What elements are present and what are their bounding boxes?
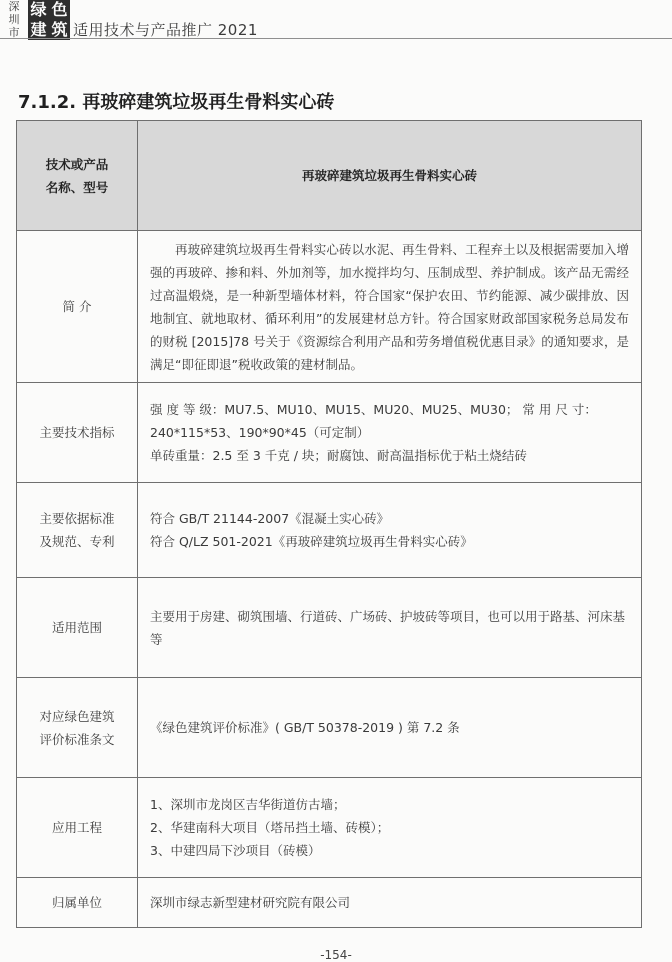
green-label-line-1: 对应绿色建筑 [39,708,115,724]
standard-line-2: 符合 Q/LZ 501-2021《再玻碎建筑垃圾再生骨料实心砖》 [150,534,473,549]
product-name-cell: 再玻碎建筑垃圾再生骨料实心砖 [138,121,642,231]
product-spec-table [16,120,642,928]
header-char-2: 圳 [8,13,20,26]
owner-row [17,878,642,928]
header-label-line-2: 名称、型号 [45,179,109,195]
scope-row [17,578,642,678]
specs-line-3: 单砖重量：2.5 至 3 千克 / 块；耐腐蚀、耐高温指标优于粘土烧结砖 [150,448,527,463]
project-line-2: 2、华建南科大项目（塔吊挡土墙、砖模）； [150,820,390,835]
logo-char-3: 建 [30,20,47,39]
green-standard-label [17,678,138,778]
projects-row [17,778,642,878]
header-char-1: 深 [8,0,20,13]
header-label-line-1: 技术或产品 [45,156,109,172]
standards-label-line-2: 及规范、专利 [39,534,115,549]
header-logo-block [28,0,70,40]
scope-label: 适用范围 [17,578,138,678]
header-char-3: 市 [8,26,20,39]
header-title: 适用技术与产品推广 2021 [73,21,258,39]
standard-line-1: 符合 GB/T 21144-2007《混凝土实心砖》 [150,511,390,526]
specs-cell [138,383,642,483]
green-standard-row [17,678,642,778]
projects-cell [138,778,642,878]
standards-label [17,483,138,578]
header-label-cell [17,121,138,231]
owner-label: 归属单位 [17,878,138,928]
specs-line-1: 强 度 等 级：MU7.5、MU10、MU15、MU20、MU25、MU30； 常 用 尺 寸： [150,402,597,417]
intro-label: 简 介 [17,231,138,383]
intro-text: 再玻碎建筑垃圾再生骨料实心砖以水泥、再生骨料、工程弃土以及根据需要加入增强的再玻碎、掺和料、外加剂等，加水搅拌均匀、压制成型、养护制成。该产品无需经过高温煅烧，是一种新型墙体材料，符合国家“保护农田、节约能源、减少碳排放、因地制宜、就地取材、循环利用”的发展建材总方针。符合国家财政部国家税务总局发布的财税 [2015]78 号关于《资源综合利用产品和劳务增值税优惠目录》的通知要求，是满足“即征即退”税收政策的建材制品。 [150,241,629,372]
specs-row [17,383,642,483]
header-divider [0,38,672,39]
owner-cell: 深圳市绿志新型建材研究院有限公司 [138,878,642,928]
page-number: -154- [320,948,352,962]
green-label-line-2: 评价标准条文 [39,731,115,747]
specs-line-2: 240*115*53、190*90*45（可定制） [150,425,370,440]
header-vertical-text [3,0,25,39]
standards-row [17,483,642,578]
scope-cell: 主要用于房建、砌筑围墙、行道砖、广场砖、护坡砖等项目，也可以用于路基、河床基等 [138,578,642,678]
logo-char-2: 色 [51,0,68,19]
table-header-row [17,121,642,231]
specs-label: 主要技术指标 [17,383,138,483]
intro-cell [138,231,642,383]
project-line-1: 1、深圳市龙岗区吉华街道仿古墙； [150,797,346,812]
green-standard-cell: 《绿色建筑评价标准》( GB/T 50378-2019 ) 第 7.2 条 [138,678,642,778]
logo-char-1: 绿 [30,0,47,19]
projects-label: 应用工程 [17,778,138,878]
intro-row [17,231,642,383]
logo-char-4: 筑 [51,20,68,39]
standards-label-line-1: 主要依据标准 [39,511,115,526]
standards-cell [138,483,642,578]
section-title: 7.1.2. 再玻碎建筑垃圾再生骨料实心砖 [18,92,335,113]
project-line-3: 3、中建四局下沙项目（砖模） [150,843,321,858]
